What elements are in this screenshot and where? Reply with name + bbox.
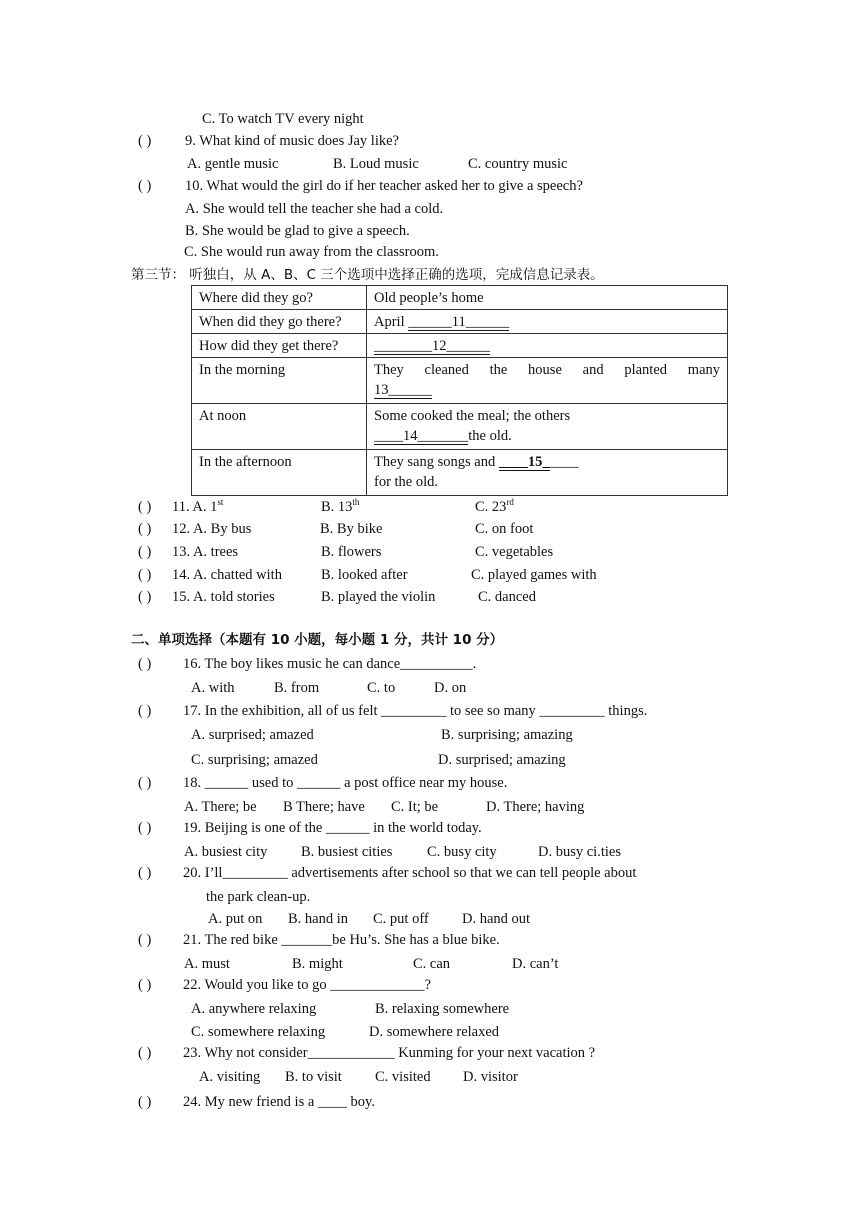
q16-stem: 16. The boy likes music he can dance__________. (183, 656, 477, 672)
q9-stem: 9. What kind of music does Jay like? (185, 133, 399, 149)
q23-answer-paren[interactable]: ( ) (138, 1045, 152, 1061)
info-record-table (191, 285, 728, 496)
q14-option-b: B. looked after (321, 567, 408, 583)
q12-stem: 12. A. By bus (172, 521, 252, 537)
q13-stem: 13. A. trees (172, 544, 239, 560)
q10-option-c: C. She would run away from the classroom. (184, 244, 439, 260)
q24-answer-paren[interactable]: ( ) (138, 1094, 152, 1110)
q10-stem: 10. What would the girl do if her teacher asked her to give a speech? (185, 178, 583, 194)
q14-stem: 14. A. chatted with (172, 567, 282, 583)
table-row (192, 404, 728, 450)
answer-prefix: They sang songs and (374, 454, 499, 470)
blank-14[interactable]: ____14_______ (374, 428, 469, 444)
q18-option-a: A. There; be (184, 799, 257, 815)
q9-option-b: B. Loud music (333, 156, 419, 172)
q18-stem: 18. ______ used to ______ a post office near my house. (183, 775, 508, 791)
q19-option-d: D. busy ci.ties (538, 844, 621, 860)
answer-line: for the old. (374, 474, 439, 490)
q24-stem: 24. My new friend is a ____ boy. (183, 1094, 375, 1110)
q20-option-c: C. put off (373, 911, 429, 927)
q10-option-b: B. She would be glad to give a speech. (185, 223, 410, 239)
table-cell-answer (367, 404, 728, 450)
q10-option-a: A. She would tell the teacher she had a cold. (185, 201, 444, 217)
part2-heading: 二、单项选择（本题有 10 小题，每小题 1 分，共计 10 分） (131, 632, 504, 648)
q23-stem: 23. Why not consider____________ Kunming for your next vacation ? (183, 1045, 596, 1061)
q23-option-c: C. visited (375, 1069, 431, 1085)
q17-option-d: D. surprised; amazing (438, 752, 566, 768)
q16-option-a: A. with (191, 680, 235, 696)
q15-option-c: C. danced (478, 589, 536, 605)
table-cell-question: When did they go there? (192, 310, 367, 334)
table-cell-question: How did they get there? (192, 334, 367, 358)
q8-option-c: C. To watch TV every night (202, 111, 364, 127)
q16-option-c: C. to (367, 680, 396, 696)
q15-stem: 15. A. told stories (172, 589, 275, 605)
q9-option-c: C. country music (468, 156, 568, 172)
answer-line: They cleaned the house and planted many (374, 362, 720, 378)
q17-option-c: C. surprising; amazed (191, 752, 318, 768)
blank-13[interactable]: 13______ (374, 382, 432, 398)
table-cell-question: In the morning (192, 358, 367, 404)
table-cell-question: In the afternoon (192, 450, 367, 496)
blank-12[interactable]: ________12______ (374, 338, 490, 354)
q14-option-c: C. played games with (471, 567, 597, 583)
q22-option-c: C. somewhere relaxing (191, 1024, 326, 1040)
q20-option-a: A. put on (208, 911, 263, 927)
q21-option-a: A. must (184, 956, 230, 972)
q19-option-b: B. busiest cities (301, 844, 393, 860)
q23-option-d: D. visitor (463, 1069, 518, 1085)
q9-option-a: A. gentle music (187, 156, 279, 172)
q17-answer-paren[interactable]: ( ) (138, 703, 152, 719)
table-cell-answer (367, 450, 728, 496)
q18-option-d: D. There; having (486, 799, 585, 815)
q16-option-d: D. on (434, 680, 467, 696)
q12-answer-paren[interactable]: ( ) (138, 521, 152, 537)
q13-answer-paren[interactable]: ( ) (138, 544, 152, 560)
q13-option-c: C. vegetables (475, 544, 554, 560)
q22-stem: 22. Would you like to go _____________? (183, 977, 431, 993)
q12-option-c: C. on foot (475, 521, 534, 537)
q18-option-b: B There; have (283, 799, 365, 815)
blank-11[interactable]: ______11______ (408, 314, 510, 330)
section3-heading: 第三节： 听独白，从 A、B、C 三个选项中选择正确的选项，完成信息记录表。 (131, 267, 604, 283)
q20-stem: 20. I’ll_________ advertisements after school so that we can tell people about (183, 865, 637, 881)
table-row (192, 358, 728, 404)
q19-option-a: A. busiest city (184, 844, 268, 860)
table-cell-answer (367, 310, 728, 334)
q12-option-b: B. By bike (320, 521, 383, 537)
q16-answer-paren[interactable]: ( ) (138, 656, 152, 672)
q21-answer-paren[interactable]: ( ) (138, 932, 152, 948)
q11-stem: 11. A. 1st (172, 497, 224, 515)
q18-answer-paren[interactable]: ( ) (138, 775, 152, 791)
q18-option-c: C. It; be (391, 799, 439, 815)
q21-option-b: B. might (292, 956, 343, 972)
q22-option-b: B. relaxing somewhere (375, 1001, 510, 1017)
answer-suffix: the old. (468, 428, 512, 444)
q14-answer-paren[interactable]: ( ) (138, 567, 152, 583)
q22-answer-paren[interactable]: ( ) (138, 977, 152, 993)
q23-option-a: A. visiting (199, 1069, 261, 1085)
q11-answer-paren[interactable]: ( ) (138, 499, 152, 515)
q15-answer-paren[interactable]: ( ) (138, 589, 152, 605)
q19-answer-paren[interactable]: ( ) (138, 820, 152, 836)
answer-line: Some cooked the meal; the others (374, 408, 571, 424)
q15-option-b: B. played the violin (321, 589, 436, 605)
q20-answer-paren[interactable]: ( ) (138, 865, 152, 881)
table-row (192, 334, 728, 358)
q16-option-b: B. from (274, 680, 320, 696)
answer-prefix: April (374, 314, 409, 330)
table-cell-question: Where did they go? (192, 286, 367, 310)
q17-stem: 17. In the exhibition, all of us felt _________ to see so many _________ things. (183, 703, 648, 719)
q17-option-a: A. surprised; amazed (191, 727, 314, 743)
q10-answer-paren[interactable]: ( ) (138, 178, 152, 194)
table-row (192, 450, 728, 496)
q21-option-c: C. can (413, 956, 451, 972)
q19-option-c: C. busy city (427, 844, 497, 860)
table-row (192, 286, 728, 310)
q19-stem: 19. Beijing is one of the ______ in the world today. (183, 820, 482, 836)
table-cell-question: At noon (192, 404, 367, 450)
q20-option-d: D. hand out (462, 911, 531, 927)
q21-option-d: D. can’t (512, 956, 559, 972)
table-row (192, 310, 728, 334)
answer-trailing-line: ____ (549, 454, 579, 470)
table-cell-answer (367, 358, 728, 404)
q22-option-a: A. anywhere relaxing (191, 1001, 317, 1017)
table-cell-answer (367, 334, 728, 358)
q13-option-b: B. flowers (321, 544, 382, 560)
q17-option-b: B. surprising; amazing (441, 727, 573, 743)
q11-option-c: C. 23rd (475, 497, 514, 515)
q20-option-b: B. hand in (288, 911, 349, 927)
q22-option-d: D. somewhere relaxed (369, 1024, 500, 1040)
q9-answer-paren[interactable]: ( ) (138, 133, 152, 149)
q23-option-b: B. to visit (285, 1069, 342, 1085)
blank-15[interactable]: ____15_ (498, 454, 550, 470)
table-cell-answer: Old people’s home (367, 286, 728, 310)
q20-stem-continued: the park clean-up. (206, 889, 311, 905)
q11-option-b: B. 13th (321, 497, 360, 515)
q21-stem: 21. The red bike _______be Hu’s. She has a blue bike. (183, 932, 500, 948)
